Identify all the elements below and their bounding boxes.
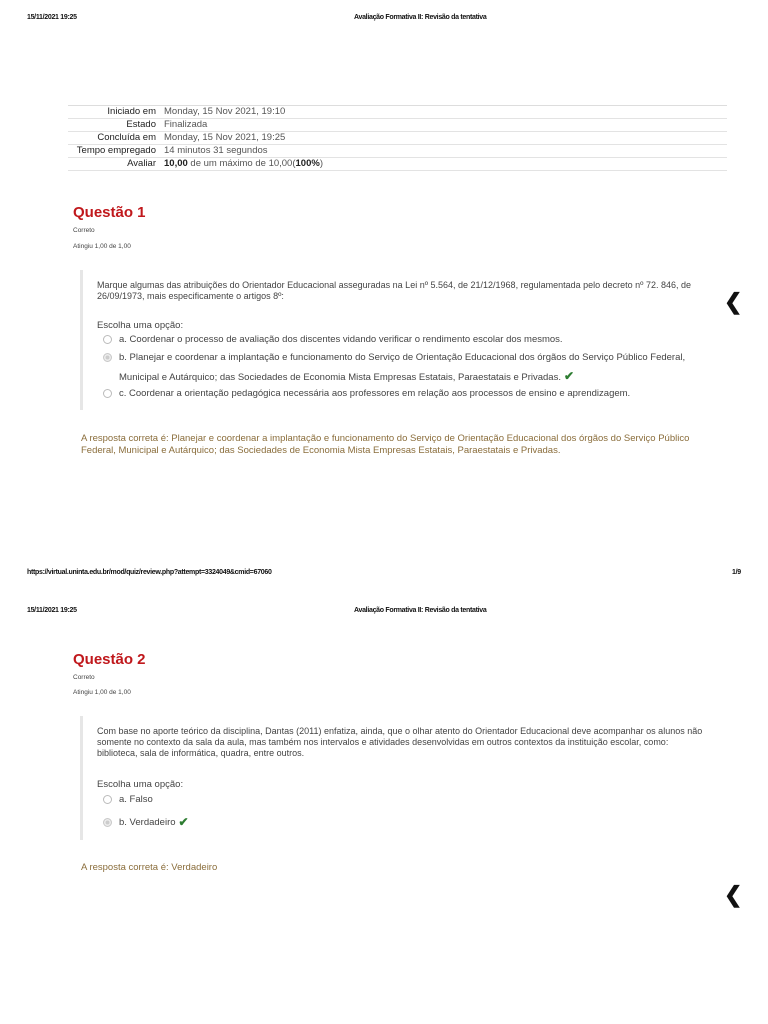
print-title: Avaliação Formativa II: Revisão da tentativa	[354, 14, 487, 21]
question-2-score: Atingiu 1,00 de 1,00	[73, 689, 131, 696]
question-2-option-a[interactable]	[103, 791, 153, 808]
question-1-choose-label: Escolha uma opção:	[97, 320, 184, 331]
summary-label: Iniciado em	[107, 106, 156, 117]
question-1-text: Marque algumas das atribuições do Orientador Educacional asseguradas na Lei nº 5.564, de 21/12/1968, regulamentada pelo decreto nº 72. 846, de 26/09/1973, mais especificamente o artigos 8º:	[97, 280, 691, 301]
question-2-choose-label: Escolha uma opção:	[97, 779, 184, 790]
summary-row	[68, 106, 727, 119]
print-datetime: 15/11/2021 19:25	[27, 14, 77, 21]
summary-row	[68, 145, 727, 158]
print-url: https://virtual.uninta.edu.br/mod/quiz/review.php?attempt=3324049&cmid=67060	[27, 569, 272, 576]
radio-selected-icon[interactable]	[103, 353, 112, 362]
summary-row	[68, 119, 727, 132]
question-2-correct-answer: A resposta correta é: Verdadeiro	[81, 862, 218, 873]
summary-value: Monday, 15 Nov 2021, 19:25	[164, 132, 286, 143]
summary-value: 14 minutos 31 segundos	[164, 145, 268, 156]
question-1-box	[80, 270, 723, 410]
question-1-score: Atingiu 1,00 de 1,00	[73, 243, 131, 250]
radio-selected-icon[interactable]	[103, 818, 112, 827]
summary-value: Finalizada	[164, 119, 208, 130]
summary-label: Avaliar	[127, 158, 156, 169]
summary-label: Tempo empregado	[76, 145, 156, 156]
question-2-option-b[interactable]	[103, 814, 189, 831]
chevron-left-icon[interactable]: ❮	[724, 289, 743, 314]
question-1-correct-answer: A resposta correta é: Planejar e coordenar a implantação e funcionamento do Serviço de Orientação Educacional dos órgãos do Serviço Público Federal, Municipal e Autárquico; das Sociedades de Economia Mista Empresas Estatais, Paraestatais e Privadas.	[81, 433, 690, 456]
question-1-option-a[interactable]	[103, 331, 713, 348]
question-2-text: Com base no aporte teórico da disciplina, Dantas (2011) enfatiza, ainda, que o olhar atento do Orientador Educacional deve acompanhar os alunos não somente no contexto da sala da aula, mas também nos intervalos e atividades desenvolvidas em outros contextos da instituição escolar, como: biblioteca, sala de informática, quadra, entre outros.	[97, 726, 703, 758]
radio-icon[interactable]	[103, 335, 112, 344]
option-label: c. Coordenar a orientação pedagógica necessária aos professores em relação aos processos de ensino e aprendizagem.	[119, 388, 631, 399]
option-label: b. Verdadeiro	[119, 817, 176, 828]
summary-grade: 10,00 de um máximo de 10,00(100%)	[164, 158, 323, 169]
summary-value: Monday, 15 Nov 2021, 19:10	[164, 106, 286, 117]
summary-label: Estado	[126, 119, 156, 130]
question-1-title: Questão 1	[73, 204, 146, 221]
print-title: Avaliação Formativa II: Revisão da tentativa	[354, 607, 487, 614]
print-page-number: 1/9	[732, 569, 741, 576]
question-2-box	[80, 716, 723, 840]
radio-icon[interactable]	[103, 389, 112, 398]
attempt-summary-table	[68, 105, 727, 171]
print-datetime: 15/11/2021 19:25	[27, 607, 77, 614]
radio-icon[interactable]	[103, 795, 112, 804]
summary-row	[68, 132, 727, 145]
question-2-title: Questão 2	[73, 651, 146, 668]
question-2-status: Correto	[73, 674, 95, 681]
check-icon: ✔	[178, 815, 189, 829]
option-label: a. Falso	[119, 794, 153, 805]
summary-label: Concluída em	[97, 132, 156, 143]
chevron-left-icon[interactable]: ❮	[724, 882, 743, 907]
option-label: a. Coordenar o processo de avaliação dos discentes vidando verificar o rendimento escolar dos mesmos.	[119, 334, 563, 345]
question-1-status: Correto	[73, 227, 95, 234]
question-1-option-b[interactable]	[103, 349, 713, 387]
check-icon: ✔	[563, 369, 575, 383]
question-1-option-c[interactable]	[103, 385, 713, 402]
summary-row	[68, 158, 727, 171]
option-label: b. Planejar e coordenar a implantação e funcionamento do Serviço de Orientação Educacional dos órgãos do Serviço Público Federal, Municipal e Autárquico; das Sociedades de Economia Mista Empresas Estatais, Paraestatais e Privadas. ✔	[119, 352, 686, 383]
